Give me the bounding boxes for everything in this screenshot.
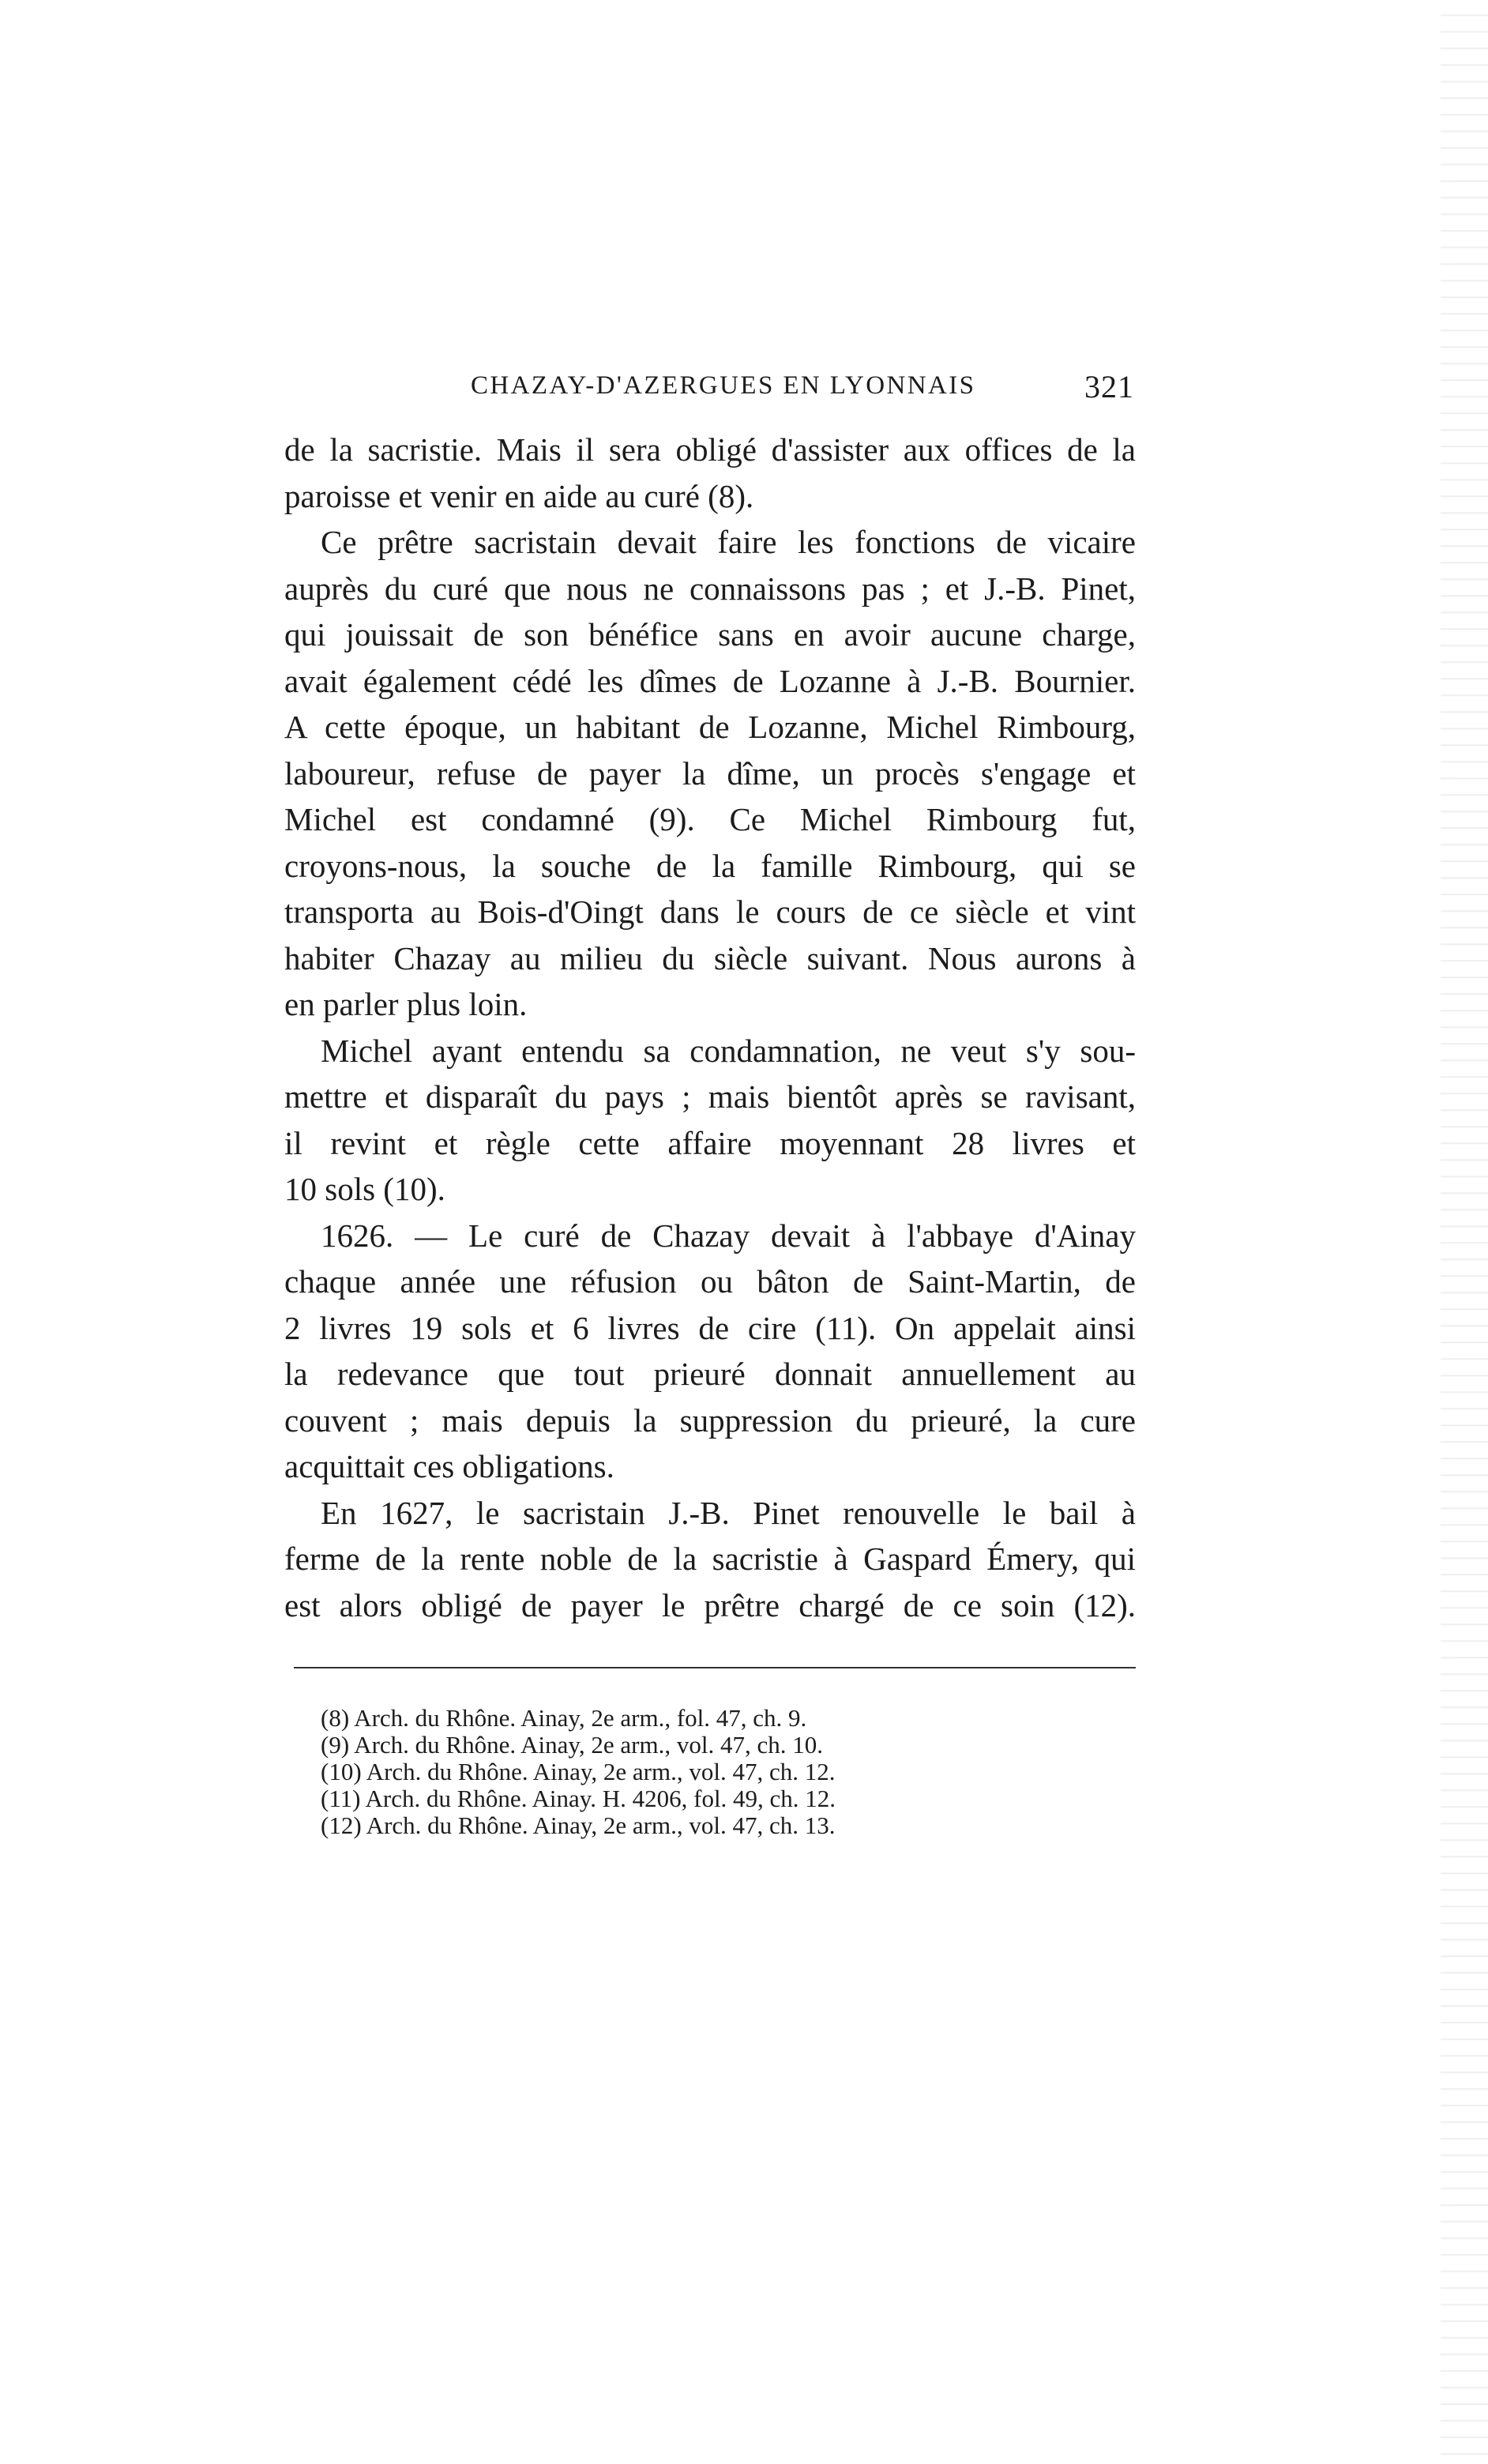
text-line: habiter Chazay au milieu du siècle suivant. Nous aurons à [284,939,1136,976]
footnote-8: (8) Arch. du Rhône. Ainay, 2e arm., fol. 47, ch. 9. [321,1704,807,1732]
text-line: ferme de la rente noble de la sacristie à Gaspard Émery, qui [284,1540,1136,1577]
footnote-11: (11) Arch. du Rhône. Ainay. H. 4206, fol. 49, ch. 12. [321,1785,836,1812]
page-number: 321 [1084,369,1134,404]
text-line: acquittait ces obligations. [284,1448,614,1484]
footnotes [321,1705,1031,1839]
text-line: En 1627, le sacristain J.-B. Pinet renouvelle le bail à [321,1494,1136,1531]
text-line: la redevance que tout prieuré donnait annuellement au [284,1356,1136,1392]
text-line: il revint et règle cette affaire moyennant 28 livres et [284,1124,1136,1161]
text-line: Michel ayant entendu sa condamnation, ne veut s'y sou- [321,1032,1136,1069]
running-head [471,371,1134,411]
text-line: Michel est condamné (9). Ce Michel Rimbourg fut, [284,801,1136,837]
text-line: couvent ; mais depuis la suppression du prieuré, la cure [284,1401,1136,1439]
text-line: Ce prêtre sacristain devait faire les fonctions de vicaire [321,524,1136,560]
footnote-divider [294,1667,1136,1668]
footnote-9: (9) Arch. du Rhône. Ainay, 2e arm., vol. 47, ch. 10. [321,1731,823,1759]
text-line: de la sacristie. Mais il sera obligé d'assister aux offices de la [284,431,1136,468]
text-line: mettre et disparaît du pays ; mais bientôt après se ravisant, [284,1078,1136,1115]
text-line: qui jouissait de son bénéfice sans en avoir aucune charge, [284,616,1136,653]
footnote-10: (10) Arch. du Rhône. Ainay, 2e arm., vol. 47, ch. 12. [321,1758,836,1785]
text-line: auprès du curé que nous ne connaissons pas ; et J.-B. Pinet, [284,570,1136,607]
text-line: croyons-nous, la souche de la famille Rimbourg, qui se [284,847,1136,884]
body-text [284,427,1136,1628]
text-line: laboureur, refuse de payer la dîme, un procès s'engage et [284,754,1136,792]
text-line: en parler plus loin. [284,986,528,1022]
text-line: A cette époque, un habitant de Lozanne, Michel Rimbourg, [284,709,1136,745]
text-line: 2 livres 19 sols et 6 livres de cire (11). On appelait ainsi [284,1309,1136,1346]
text-line: 1626. — Le curé de Chazay devait à l'abbaye d'Ainay [321,1217,1136,1254]
text-line: paroisse et venir en aide au curé (8). [284,477,754,514]
text-line: est alors obligé de payer le prêtre chargé de ce soin (12). [284,1586,1136,1623]
text-line: transporta au Bois-d'Oingt dans le cours de ce siècle et vint [284,893,1136,930]
footnote-12: (12) Arch. du Rhône. Ainay, 2e arm., vol. 47, ch. 13. [321,1811,836,1839]
text-line: chaque année une réfusion ou bâton de Saint-Martin, de [284,1263,1136,1300]
running-title: CHAZAY-D'AZERGUES EN LYONNAIS [471,371,976,400]
text-line: 10 sols (10). [284,1171,445,1207]
text-line: avait également cédé les dîmes de Lozanne à J.-B. Bournier. [284,662,1136,699]
scan-edge [1441,0,1488,2464]
